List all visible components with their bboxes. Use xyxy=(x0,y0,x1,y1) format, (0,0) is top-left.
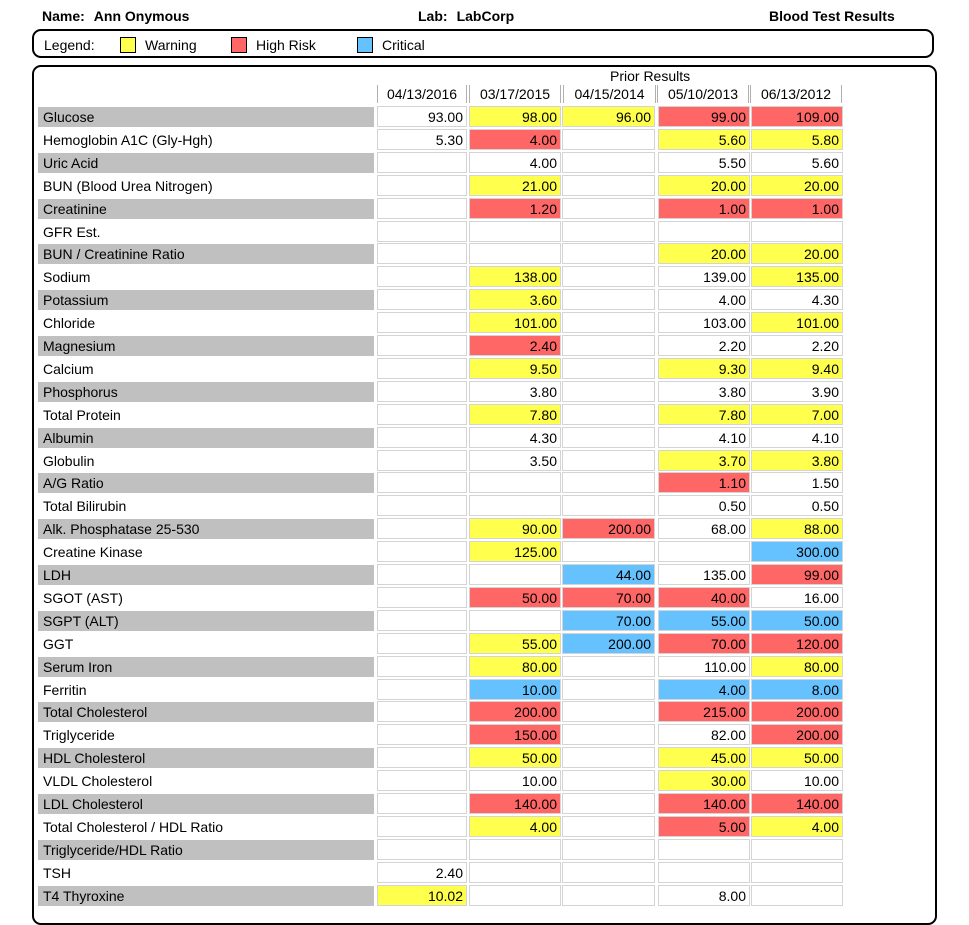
result-cell xyxy=(562,221,655,242)
date-header: 04/15/2014 xyxy=(563,85,656,103)
result-cell xyxy=(562,198,655,219)
result-cell xyxy=(751,221,843,242)
result-cell xyxy=(377,701,467,722)
result-cell: 70.00 xyxy=(658,633,750,654)
result-cell: 20.00 xyxy=(658,243,750,264)
test-name: Total Protein xyxy=(43,406,121,423)
result-cell xyxy=(377,816,467,837)
result-cell: 3.80 xyxy=(469,381,561,402)
result-cell xyxy=(562,404,655,425)
result-cell: 125.00 xyxy=(469,541,561,562)
result-cell xyxy=(469,610,561,631)
table-row xyxy=(38,197,938,220)
test-name: TSH xyxy=(43,864,71,881)
result-cell: 10.00 xyxy=(469,770,561,791)
result-cell xyxy=(469,243,561,264)
test-name: Calcium xyxy=(43,360,94,377)
test-name: GGT xyxy=(43,635,74,652)
result-cell: 10.02 xyxy=(377,885,467,906)
result-cell: 4.10 xyxy=(658,427,750,448)
test-name: Total Bilirubin xyxy=(43,498,127,515)
legend-label: Legend: xyxy=(44,37,95,53)
result-cell xyxy=(562,152,655,173)
result-cell xyxy=(751,885,843,906)
result-cell: 4.00 xyxy=(469,129,561,150)
result-cell: 4.00 xyxy=(469,152,561,173)
result-cell: 7.00 xyxy=(751,404,843,425)
result-cell: 7.80 xyxy=(658,404,750,425)
table-row xyxy=(38,242,938,265)
name-value: Ann Onymous xyxy=(93,8,190,24)
result-cell xyxy=(377,335,467,356)
result-cell xyxy=(377,541,467,562)
result-cell: 3.90 xyxy=(751,381,843,402)
result-cell: 50.00 xyxy=(469,747,561,768)
table-row xyxy=(38,403,938,426)
result-cell xyxy=(562,747,655,768)
table-row xyxy=(38,655,938,678)
result-cell xyxy=(562,793,655,814)
result-cell xyxy=(658,541,750,562)
result-cell: 5.00 xyxy=(658,816,750,837)
result-cell xyxy=(377,656,467,677)
result-cell: 2.20 xyxy=(751,335,843,356)
table-row xyxy=(38,563,938,586)
result-cell: 215.00 xyxy=(658,701,750,722)
result-cell xyxy=(377,518,467,539)
patient-name xyxy=(42,8,189,24)
test-name: SGPT (ALT) xyxy=(38,611,374,631)
result-cell xyxy=(562,175,655,196)
table-row xyxy=(38,220,938,243)
result-cell xyxy=(562,839,655,860)
legend-warning-label: Warning xyxy=(145,37,197,53)
test-name: Uric Acid xyxy=(38,153,374,173)
result-cell xyxy=(377,633,467,654)
test-name: Glucose xyxy=(38,107,374,127)
table-row xyxy=(38,128,938,151)
result-cell xyxy=(377,564,467,585)
result-cell xyxy=(377,679,467,700)
result-cell: 70.00 xyxy=(562,587,655,608)
test-name: HDL Cholesterol xyxy=(38,748,374,768)
table-row xyxy=(38,311,938,334)
result-cell: 200.00 xyxy=(751,701,843,722)
table-row xyxy=(38,632,938,655)
result-cell: 3.50 xyxy=(469,450,561,471)
result-cell xyxy=(377,312,467,333)
result-cell xyxy=(377,243,467,264)
result-cell: 300.00 xyxy=(751,541,843,562)
legend xyxy=(32,29,934,58)
test-name: Chloride xyxy=(43,315,96,332)
result-cell xyxy=(377,266,467,287)
result-cell: 99.00 xyxy=(751,564,843,585)
result-cell: 140.00 xyxy=(751,793,843,814)
result-cell: 4.00 xyxy=(658,679,750,700)
result-cell xyxy=(562,289,655,310)
table-row xyxy=(38,586,938,609)
legend-item-highrisk xyxy=(231,37,316,53)
result-cell: 103.00 xyxy=(658,312,750,333)
report-header xyxy=(0,8,969,26)
table-row xyxy=(38,678,938,701)
result-cell xyxy=(469,564,561,585)
table-row xyxy=(38,494,938,517)
table-row xyxy=(38,517,938,540)
test-name: Phosphorus xyxy=(38,382,374,402)
test-name: A/G Ratio xyxy=(38,473,374,493)
test-name: Alk. Phosphatase 25-530 xyxy=(38,519,374,539)
table-row xyxy=(38,609,938,632)
result-cell: 4.00 xyxy=(658,289,750,310)
legend-item-warning xyxy=(120,37,197,53)
result-cell xyxy=(658,862,750,883)
result-cell: 4.00 xyxy=(469,816,561,837)
result-cell: 1.00 xyxy=(751,198,843,219)
result-cell xyxy=(469,839,561,860)
test-name: BUN (Blood Urea Nitrogen) xyxy=(43,177,213,194)
result-cell xyxy=(562,312,655,333)
test-name: Magnesium xyxy=(38,336,374,356)
table-row xyxy=(38,815,938,838)
test-name: Creatine Kinase xyxy=(43,544,143,561)
test-name: Triglyceride xyxy=(43,727,115,744)
result-cell xyxy=(562,243,655,264)
result-cell: 139.00 xyxy=(658,266,750,287)
table-row xyxy=(38,151,938,174)
result-cell: 3.60 xyxy=(469,289,561,310)
result-cell: 200.00 xyxy=(562,518,655,539)
result-cell: 101.00 xyxy=(469,312,561,333)
test-name: Triglyceride/HDL Ratio xyxy=(38,840,374,860)
result-cell: 120.00 xyxy=(751,633,843,654)
test-name: VLDL Cholesterol xyxy=(43,773,153,790)
result-cell xyxy=(377,404,467,425)
result-cell xyxy=(562,816,655,837)
result-cell xyxy=(751,839,843,860)
result-cell: 109.00 xyxy=(751,106,843,127)
result-cell: 4.30 xyxy=(469,427,561,448)
table-row xyxy=(38,746,938,769)
result-cell: 4.10 xyxy=(751,427,843,448)
date-header: 05/10/2013 xyxy=(657,85,749,103)
result-cell xyxy=(377,747,467,768)
test-name: Globulin xyxy=(43,452,95,469)
result-cell: 1.20 xyxy=(469,198,561,219)
test-name: Total Cholesterol / HDL Ratio xyxy=(43,818,224,835)
result-cell: 5.60 xyxy=(658,129,750,150)
result-cell: 135.00 xyxy=(751,266,843,287)
result-cell xyxy=(377,450,467,471)
result-cell: 96.00 xyxy=(562,106,655,127)
legend-critical-label: Critical xyxy=(382,37,425,53)
result-cell xyxy=(377,472,467,493)
result-cell: 101.00 xyxy=(751,312,843,333)
result-cell xyxy=(562,495,655,516)
result-cell xyxy=(562,335,655,356)
table-row xyxy=(38,471,938,494)
result-cell: 5.60 xyxy=(751,152,843,173)
table-row xyxy=(38,426,938,449)
legend-item-critical xyxy=(357,37,425,53)
table-row xyxy=(38,884,938,907)
result-cell xyxy=(562,679,655,700)
test-name: LDH xyxy=(38,565,374,585)
result-cell: 2.40 xyxy=(469,335,561,356)
table-row xyxy=(38,105,938,128)
legend-highrisk-label: High Risk xyxy=(256,37,316,53)
result-cell: 2.40 xyxy=(377,862,467,883)
test-name: GFR Est. xyxy=(43,223,101,240)
result-cell xyxy=(658,221,750,242)
result-cell: 45.00 xyxy=(658,747,750,768)
result-cell xyxy=(469,221,561,242)
name-label: Name: xyxy=(42,8,85,24)
test-name: LDL Cholesterol xyxy=(38,794,374,814)
result-cell xyxy=(562,381,655,402)
result-cell xyxy=(377,610,467,631)
result-cell: 68.00 xyxy=(658,518,750,539)
result-cell xyxy=(377,381,467,402)
result-cell: 1.00 xyxy=(658,198,750,219)
result-cell: 5.30 xyxy=(377,129,467,150)
test-name: Potassium xyxy=(38,290,374,310)
table-row xyxy=(38,838,938,861)
result-cell xyxy=(562,701,655,722)
result-cell xyxy=(562,885,655,906)
result-cell: 10.00 xyxy=(469,679,561,700)
result-cell xyxy=(658,839,750,860)
result-cell: 80.00 xyxy=(469,656,561,677)
table-row xyxy=(38,288,938,311)
test-name: Serum Iron xyxy=(38,657,374,677)
result-cell: 3.80 xyxy=(658,381,750,402)
result-cell xyxy=(469,495,561,516)
highrisk-swatch xyxy=(231,37,247,53)
result-cell: 10.00 xyxy=(751,770,843,791)
test-name: Creatinine xyxy=(38,199,374,219)
result-cell: 2.20 xyxy=(658,335,750,356)
result-cell: 21.00 xyxy=(469,175,561,196)
result-cell: 80.00 xyxy=(751,656,843,677)
result-cell: 50.00 xyxy=(751,747,843,768)
result-cell: 200.00 xyxy=(751,724,843,745)
result-cell: 20.00 xyxy=(751,243,843,264)
result-cell: 44.00 xyxy=(562,564,655,585)
result-cell: 9.30 xyxy=(658,358,750,379)
result-cell xyxy=(377,198,467,219)
result-cell: 150.00 xyxy=(469,724,561,745)
result-cell xyxy=(562,770,655,791)
table-row xyxy=(38,700,938,723)
result-cell xyxy=(562,656,655,677)
result-cell: 20.00 xyxy=(658,175,750,196)
result-cell xyxy=(377,839,467,860)
result-cell xyxy=(562,427,655,448)
result-cell: 90.00 xyxy=(469,518,561,539)
result-cell: 9.50 xyxy=(469,358,561,379)
result-cell xyxy=(562,862,655,883)
warning-swatch xyxy=(120,37,136,53)
result-cell: 9.40 xyxy=(751,358,843,379)
result-cell xyxy=(377,495,467,516)
result-cell xyxy=(377,221,467,242)
table-row xyxy=(38,357,938,380)
result-cell: 20.00 xyxy=(751,175,843,196)
result-cell xyxy=(562,358,655,379)
result-cell: 3.70 xyxy=(658,450,750,471)
table-row xyxy=(38,334,938,357)
report-title: Blood Test Results xyxy=(769,8,895,24)
result-cell xyxy=(377,587,467,608)
result-cell: 55.00 xyxy=(469,633,561,654)
result-cell: 140.00 xyxy=(469,793,561,814)
result-cell: 55.00 xyxy=(658,610,750,631)
date-header: 04/13/2016 xyxy=(377,85,467,103)
test-name: Sodium xyxy=(43,269,91,286)
result-cell: 8.00 xyxy=(751,679,843,700)
result-cell: 30.00 xyxy=(658,770,750,791)
result-cell: 138.00 xyxy=(469,266,561,287)
result-cell xyxy=(377,175,467,196)
result-cell xyxy=(469,862,561,883)
result-cell: 3.80 xyxy=(751,450,843,471)
result-cell: 8.00 xyxy=(658,885,750,906)
result-cell xyxy=(377,770,467,791)
result-cell: 200.00 xyxy=(469,701,561,722)
table-row xyxy=(38,769,938,792)
result-cell: 135.00 xyxy=(658,564,750,585)
result-cell: 98.00 xyxy=(469,106,561,127)
result-cell: 4.00 xyxy=(751,816,843,837)
result-cell xyxy=(562,129,655,150)
result-cell: 88.00 xyxy=(751,518,843,539)
table-row xyxy=(38,449,938,472)
result-cell xyxy=(469,885,561,906)
table-row xyxy=(38,265,938,288)
test-name: SGOT (AST) xyxy=(43,589,123,606)
critical-swatch xyxy=(357,37,373,53)
result-cell xyxy=(377,724,467,745)
result-cell: 4.30 xyxy=(751,289,843,310)
table-row xyxy=(38,792,938,815)
result-cell xyxy=(377,427,467,448)
result-cell: 99.00 xyxy=(658,106,750,127)
date-header: 06/13/2012 xyxy=(750,85,842,103)
result-cell: 200.00 xyxy=(562,633,655,654)
result-cell xyxy=(377,793,467,814)
result-cell: 82.00 xyxy=(658,724,750,745)
result-cell xyxy=(562,724,655,745)
result-cell: 40.00 xyxy=(658,587,750,608)
result-cell: 93.00 xyxy=(377,106,467,127)
table-row xyxy=(38,540,938,563)
result-cell xyxy=(377,358,467,379)
test-name: Ferritin xyxy=(43,681,87,698)
result-cell xyxy=(469,472,561,493)
test-name: Hemoglobin A1C (Gly-Hgh) xyxy=(43,131,213,148)
result-cell: 110.00 xyxy=(658,656,750,677)
prior-results-label: Prior Results xyxy=(610,68,691,84)
test-name: Total Cholesterol xyxy=(38,702,374,722)
result-cell: 5.50 xyxy=(658,152,750,173)
result-cell xyxy=(562,472,655,493)
date-header: 03/17/2015 xyxy=(469,85,561,103)
result-cell: 70.00 xyxy=(562,610,655,631)
test-name: Albumin xyxy=(38,428,374,448)
result-cell: 140.00 xyxy=(658,793,750,814)
result-cell: 5.80 xyxy=(751,129,843,150)
result-cell: 1.10 xyxy=(658,472,750,493)
result-cell xyxy=(562,450,655,471)
lab-info xyxy=(418,8,514,24)
table-row xyxy=(38,723,938,746)
result-cell: 7.80 xyxy=(469,404,561,425)
lab-label: Lab: xyxy=(418,8,448,24)
table-row xyxy=(38,380,938,403)
result-cell xyxy=(562,266,655,287)
lab-value: LabCorp xyxy=(456,8,515,24)
table-row xyxy=(38,174,938,197)
result-cell: 0.50 xyxy=(658,495,750,516)
result-cell xyxy=(377,152,467,173)
table-row xyxy=(38,861,938,884)
result-cell: 0.50 xyxy=(751,495,843,516)
result-cell xyxy=(751,862,843,883)
result-cell: 16.00 xyxy=(751,587,843,608)
result-cell: 50.00 xyxy=(751,610,843,631)
result-cell: 1.50 xyxy=(751,472,843,493)
test-name: T4 Thyroxine xyxy=(38,886,374,906)
result-cell xyxy=(562,541,655,562)
test-name: BUN / Creatinine Ratio xyxy=(38,244,374,264)
result-cell xyxy=(377,289,467,310)
result-cell: 50.00 xyxy=(469,587,561,608)
